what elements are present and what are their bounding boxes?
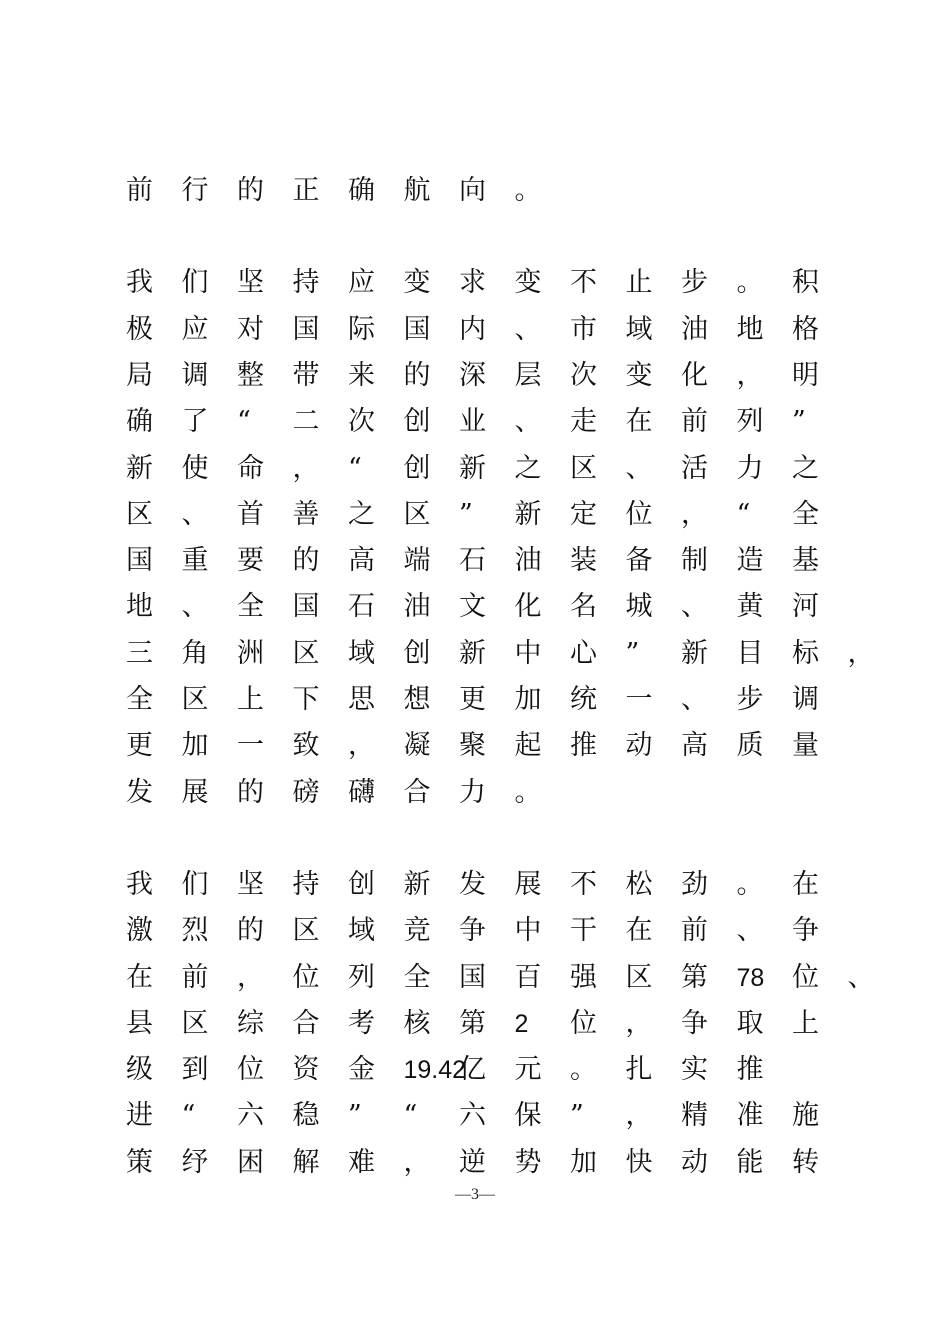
text-line: 发 展 的 磅 礴 合 力 。 — [126, 776, 542, 808]
text-line: 极 应 对 国 际 国 内 、 市 域 油 地 格 — [126, 313, 819, 345]
text-line: 新 使 命 ， “ 创 新 之 区 、 活 力 之 — [126, 452, 819, 484]
text-line: 级 到 位 资 金 19.42 亿 元 。 扎 实 推 — [126, 1054, 764, 1086]
page-number: —3— — [455, 1186, 495, 1203]
text-line: 前 行 的 正 确 航 向 。 — [126, 175, 542, 206]
text-line: 地 、 全 国 石 油 文 化 名 城 、 黄 河 — [126, 591, 819, 623]
text-line: 更 加 一 致 ， 凝 聚 起 推 动 高 质 量 — [126, 730, 819, 762]
text-line: 确 了 “ 二 次 创 业 、 走 在 前 列 ” — [126, 406, 806, 438]
text-line: 国 重 要 的 高 端 石 油 装 备 制 造 基 — [126, 545, 819, 577]
text-line: 进 “ 六 稳 ” “ 六 保 ” ， 精 准 施 — [126, 1100, 819, 1132]
text-line: 我 们 坚 持 应 变 求 变 不 止 步 。 积 — [126, 267, 819, 299]
text-line: 在 前 ， 位 列 全 国 百 强 区 第 78 位 、 — [126, 961, 875, 993]
text-line: 激 烈 的 区 域 竞 争 中 干 在 前 、 争 — [126, 915, 819, 947]
text-line: 全 区 上 下 思 想 更 加 统 一 、 步 调 — [126, 684, 819, 715]
text-line: 区 、 首 善 之 区 ” 新 定 位 ， “ 全 — [126, 498, 819, 530]
text-line: 我 们 坚 持 创 新 发 展 不 松 劲 。 在 — [126, 868, 819, 900]
text-line: 县 区 综 合 考 核 第 2 位 ， 争 取 上 — [126, 1007, 819, 1039]
text-line: 三 角 洲 区 域 创 新 中 心 ” 新 目 标 ， — [126, 637, 875, 669]
text-line: 策 纾 困 解 难 ， 逆 势 加 快 动 能 转 — [126, 1146, 819, 1178]
text-line: 局 调 整 带 来 的 深 层 次 变 化 ， 明 — [126, 359, 819, 391]
